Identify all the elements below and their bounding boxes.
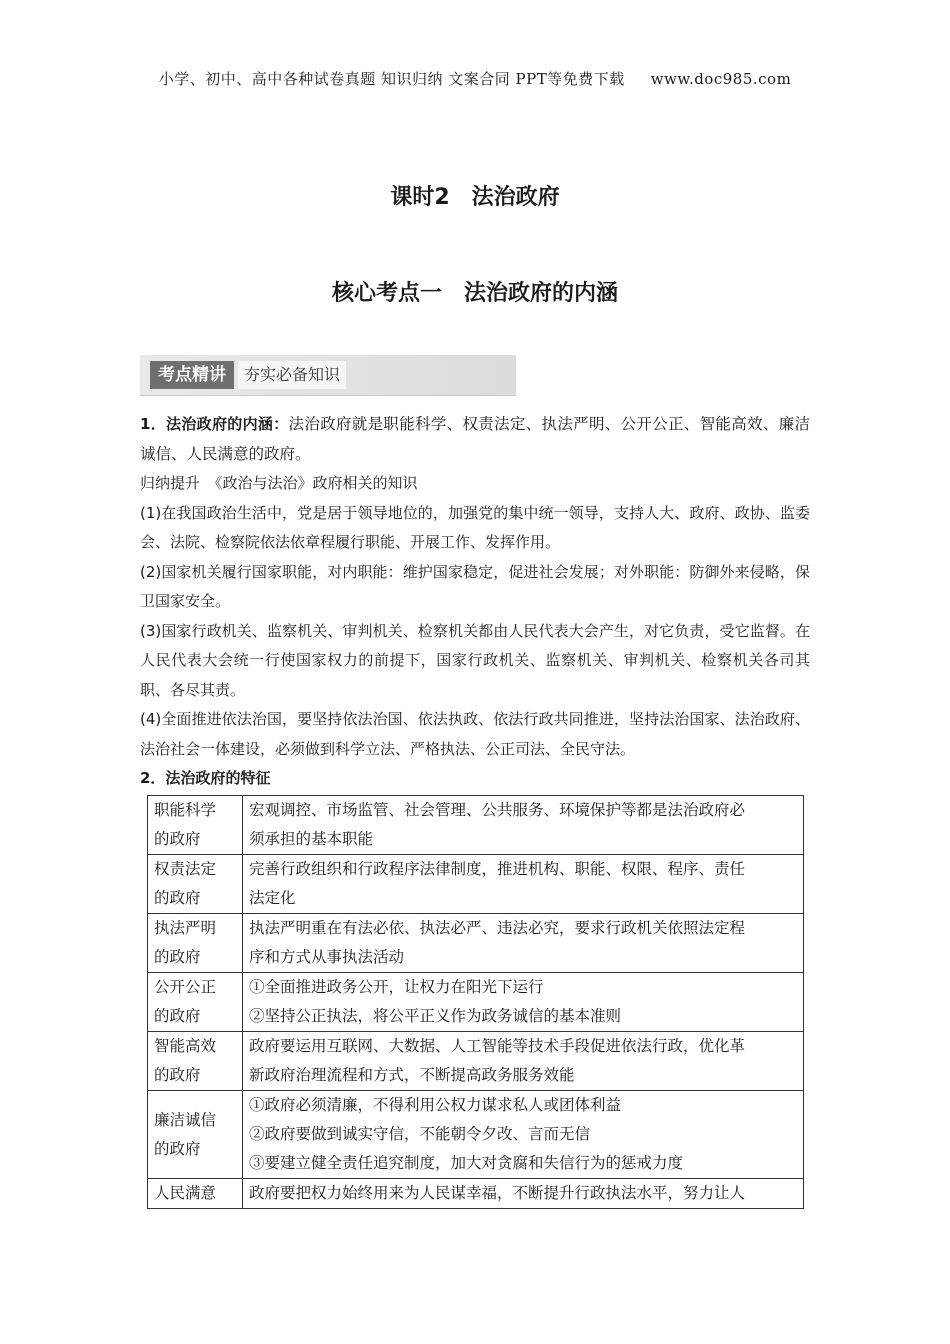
table-key-cell: 智能高效 的政府 bbox=[148, 1032, 243, 1091]
point-1-body: 法治政府就是职能科学、权责法定、执法严明、公开公正、智能高效、廉洁诚信、人民满意的政府。 bbox=[140, 415, 810, 463]
table-value-cell: 完善行政组织和行政程序法律制度，推进机构、职能、权限、程序、责任 法定化 bbox=[243, 855, 804, 914]
table-row bbox=[148, 914, 804, 973]
table-row bbox=[148, 1179, 804, 1209]
table-key-cell: 人民满意 bbox=[148, 1179, 243, 1209]
section-banner bbox=[140, 355, 516, 396]
summary-item-3: (3)国家行政机关、监察机关、审判机关、检察机关都由人民代表大会产生，对它负责，受它监督。在人民代表大会统一行使国家权力的前提下，国家行政机关、监察机关、审判机关、检察机关各司其职、各尽其责。 bbox=[140, 621, 810, 699]
banner-subtitle: 夯实必备知识 bbox=[238, 361, 346, 389]
table-value-cell: 执法严明重在有法必依、执法必严、违法必究，要求行政机关依照法定程 序和方式从事执法活动 bbox=[243, 914, 804, 973]
table-row bbox=[148, 1032, 804, 1091]
table-row bbox=[148, 855, 804, 914]
point-1-head: 1．法治政府的内涵： bbox=[140, 415, 289, 433]
page-header bbox=[0, 68, 950, 89]
summary-title: 归纳提升 《政治与法治》政府相关的知识 bbox=[140, 474, 418, 492]
summary-item-2: (2)国家机关履行国家职能，对内职能：维护国家稳定，促进社会发展；对外职能：防御外来侵略，保卫国家安全。 bbox=[140, 562, 810, 610]
table-value-cell: ①全面推进政务公开，让权力在阳光下运行 ②坚持公正执法，将公平正义作为政务诚信的基本准则 bbox=[243, 973, 804, 1032]
table-row bbox=[148, 796, 804, 855]
summary-item-1: (1)在我国政治生活中，党是居于领导地位的，加强党的集中统一领导，支持人大、政府、政协、监委会、法院、检察院依法依章程履行职能、开展工作、发挥作用。 bbox=[140, 503, 810, 551]
table-row bbox=[148, 973, 804, 1032]
table-key-cell: 权责法定 的政府 bbox=[148, 855, 243, 914]
header-text: 小学、初中、高中各种试卷真题 知识归纳 文案合同 PPT等免费下载 bbox=[158, 70, 625, 88]
lesson-title: 课时2 法治政府 bbox=[390, 185, 560, 210]
table-value-cell: 政府要把权力始终用来为人民谋幸福，不断提升行政执法水平，努力让人 bbox=[243, 1179, 804, 1209]
header-site: www.doc985.com bbox=[650, 70, 792, 88]
point-2-head: 2．法治政府的特征 bbox=[140, 769, 271, 787]
section-title: 核心考点一 法治政府的内涵 bbox=[331, 281, 618, 306]
point-1 bbox=[140, 410, 810, 469]
banner-tag: 考点精讲 bbox=[150, 361, 234, 389]
features-table bbox=[147, 795, 804, 1209]
table-value-cell: 宏观调控、市场监管、社会管理、公共服务、环境保护等都是法治政府必 须承担的基本职能 bbox=[243, 796, 804, 855]
table-key-cell: 廉洁诚信 的政府 bbox=[148, 1091, 243, 1179]
table-value-cell: 政府要运用互联网、大数据、人工智能等技术手段促进依法行政，优化革 新政府治理流程和方式，不断提高政务服务效能 bbox=[243, 1032, 804, 1091]
main-content bbox=[140, 410, 810, 794]
table-key-cell: 执法严明 的政府 bbox=[148, 914, 243, 973]
table-key-cell: 公开公正 的政府 bbox=[148, 973, 243, 1032]
table-key-cell: 职能科学 的政府 bbox=[148, 796, 243, 855]
table-row bbox=[148, 1091, 804, 1179]
table-value-cell: ①政府必须清廉，不得利用公权力谋求私人或团体利益 ②政府要做到诚实守信，不能朝令夕改、言而无信 ③要建立健全责任追究制度，加大对贪腐和失信行为的惩戒力度 bbox=[243, 1091, 804, 1179]
summary-item-4: (4)全面推进依法治国，要坚持依法治国、依法执政、依法行政共同推进，坚持法治国家、法治政府、法治社会一体建设，必须做到科学立法、严格执法、公正司法、全民守法。 bbox=[140, 710, 810, 758]
